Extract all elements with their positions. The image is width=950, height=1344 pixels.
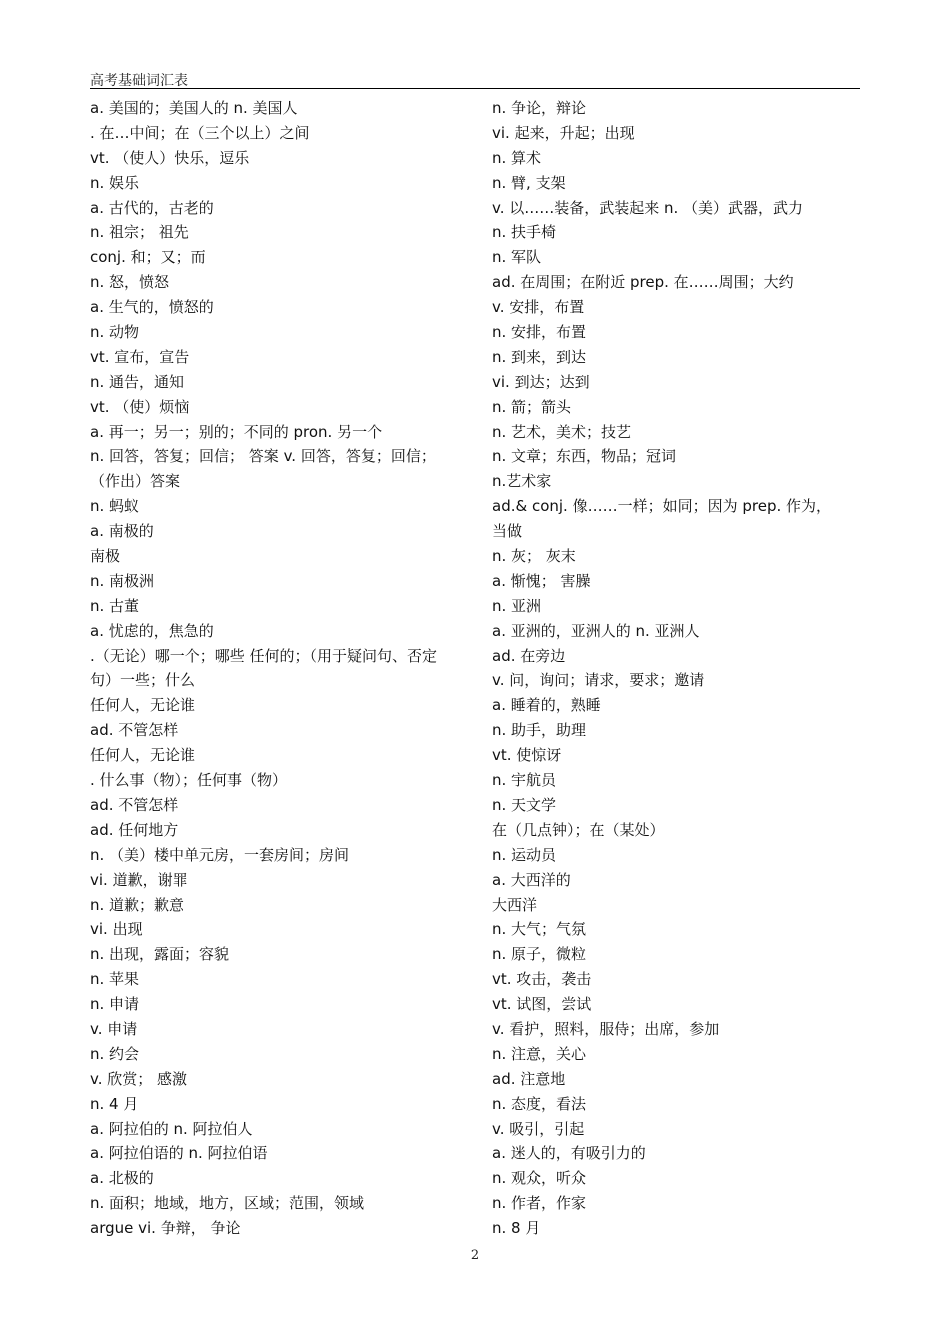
vocab-line: n. 申请 xyxy=(90,995,140,1014)
vocab-line: n. 动物 xyxy=(90,323,140,342)
vocab-line: ad. 注意地 xyxy=(492,1069,566,1088)
vocab-line: .（无论）哪一个；哪些 任何的；（用于疑问句、否定 xyxy=(90,646,438,665)
left-column xyxy=(90,96,470,1241)
page-number: 2 xyxy=(470,1248,480,1263)
vocab-line: a. 睡着的，熟睡 xyxy=(492,696,601,715)
vocab-line: v. 安排，布置 xyxy=(492,298,585,317)
vocab-line: n. 宇航员 xyxy=(492,771,557,790)
vocab-line: n. 怒，愤怒 xyxy=(90,273,170,292)
vocab-line: ad. 在旁边 xyxy=(492,646,566,665)
vocab-line: n. 4 月 xyxy=(90,1094,139,1113)
vocab-line: vi. 出现 xyxy=(90,920,143,939)
vocab-line: n. 通告，通知 xyxy=(90,372,185,391)
vocab-line: n. 军队 xyxy=(492,248,542,267)
vocab-line: a. 生气的，愤怒的 xyxy=(90,298,214,317)
vocab-line: ad. 任何地方 xyxy=(90,820,179,839)
vocab-line: v. 看护，照料，服侍；出席，参加 xyxy=(492,1019,720,1038)
vocab-line: n. 8 月 xyxy=(492,1219,541,1238)
vocab-line: n. 南极洲 xyxy=(90,571,155,590)
vocab-line: 句）一些；什么 xyxy=(90,671,196,690)
vocab-line: a. 古代的，古老的 xyxy=(90,198,214,217)
vocab-line: 大西洋 xyxy=(492,895,538,914)
vocab-line: n. 天文学 xyxy=(492,795,557,814)
vocab-line: n.艺术家 xyxy=(492,472,552,491)
vocab-line: ad. 在周围；在附近 prep. 在……周围；大约 xyxy=(492,273,794,292)
vocab-line: a. 惭愧； 害臊 xyxy=(492,571,591,590)
vocab-line: n. 道歉；歉意 xyxy=(90,895,185,914)
vocab-line: n. 约会 xyxy=(90,1044,140,1063)
vocab-line: v. 吸引，引起 xyxy=(492,1119,585,1138)
vocab-line: a. 亚洲的，亚洲人的 n. 亚洲人 xyxy=(492,621,700,640)
vocab-line: n. 苹果 xyxy=(90,970,140,989)
vocab-line: n. 原子，微粒 xyxy=(492,945,587,964)
vocab-line: n. 助手，助理 xyxy=(492,721,587,740)
vocab-line: n. 注意，关心 xyxy=(492,1044,587,1063)
vocab-line: n. 算术 xyxy=(492,148,542,167)
vocab-line: n. 到来，到达 xyxy=(492,347,587,366)
vocab-line: v. 问，询问；请求，要求；邀请 xyxy=(492,671,705,690)
vocab-line: a. 南极的 xyxy=(90,522,154,541)
vocab-line: a. 阿拉伯的 n. 阿拉伯人 xyxy=(90,1119,253,1138)
vocab-line: vi. 起来，升起；出现 xyxy=(492,123,635,142)
vocab-line: a. 再一；另一；别的；不同的 pron. 另一个 xyxy=(90,422,383,441)
vocab-line: v. 以……装备，武装起来 n. （美）武器，武力 xyxy=(492,198,804,217)
vocab-line: a. 迷人的，有吸引力的 xyxy=(492,1144,646,1163)
vocab-line: n. 面积；地域，地方，区域；范围，领域 xyxy=(90,1194,365,1213)
vocab-line: a. 北极的 xyxy=(90,1169,154,1188)
vocab-line: vt. （使人）快乐，逗乐 xyxy=(90,148,250,167)
vocab-line: ad. 不管怎样 xyxy=(90,721,179,740)
vocab-line: vt. （使）烦恼 xyxy=(90,397,190,416)
vocab-line: n. 争论，辩论 xyxy=(492,99,587,117)
right-column xyxy=(492,96,872,1241)
vocab-line: n. 回答，答复；回信； 答案 v. 回答，答复；回信； xyxy=(90,447,436,466)
vocab-line: 当做 xyxy=(492,522,523,541)
vocab-line: n. 亚洲 xyxy=(492,596,542,615)
vocab-line: argue vi. 争辩， 争论 xyxy=(90,1219,241,1238)
vocab-line: vt. 攻击，袭击 xyxy=(492,970,592,989)
vocab-line: ad. 不管怎样 xyxy=(90,795,179,814)
vocab-line: 在（几点钟）；在（某处） xyxy=(492,820,665,839)
vocab-line: n. 灰； 灰末 xyxy=(492,547,576,566)
vocab-line: 任何人，无论谁 xyxy=(90,746,196,765)
vocab-line: . 什么事（物）；任何事（物） xyxy=(90,771,288,790)
vocab-line: a. 忧虑的，焦急的 xyxy=(90,621,214,640)
vocab-line: vi. 到达；达到 xyxy=(492,372,590,391)
vocab-line: v. 申请 xyxy=(90,1019,138,1038)
vocab-line: n. 文章；东西，物品；冠词 xyxy=(492,447,677,466)
vocab-line: n. 作者，作家 xyxy=(492,1194,587,1213)
vocab-line: n. 观众，听众 xyxy=(492,1169,587,1188)
vocab-line: 任何人，无论谁 xyxy=(90,696,196,715)
vocab-line: n. 祖宗； 祖先 xyxy=(90,223,189,242)
vocab-line: a. 阿拉伯语的 n. 阿拉伯语 xyxy=(90,1144,268,1163)
header-rule xyxy=(90,88,860,89)
vocab-line: n. 运动员 xyxy=(492,845,557,864)
vocab-line: n. （美）楼中单元房，一套房间；房间 xyxy=(90,845,350,864)
vocab-line: n. 出现，露面；容貌 xyxy=(90,945,230,964)
vocab-line: n. 臂, 支架 xyxy=(492,173,566,192)
vocab-line: n. 扶手椅 xyxy=(492,223,557,242)
vocab-line: （作出）答案 xyxy=(90,472,181,491)
vocab-line: n. 蚂蚁 xyxy=(90,497,140,516)
vocab-line: n. 态度，看法 xyxy=(492,1094,587,1113)
vocab-line: n. 安排，布置 xyxy=(492,323,587,342)
vocab-line: 南极 xyxy=(90,547,121,566)
vocab-line: a. 大西洋的 xyxy=(492,870,571,889)
vocab-line: conj. 和；又；而 xyxy=(90,248,206,267)
vocab-line: vt. 使惊讶 xyxy=(492,746,562,765)
vocab-line: a. 美国的；美国人的 n. 美国人 xyxy=(90,99,298,117)
vocab-line: v. 欣赏； 感激 xyxy=(90,1069,188,1088)
page-header-title: 高考基础词汇表 xyxy=(90,73,188,89)
vocab-line: n. 大气；气氛 xyxy=(492,920,587,939)
vocab-line: n. 古董 xyxy=(90,596,140,615)
vocab-line: n. 艺术，美术；技艺 xyxy=(492,422,632,441)
vocab-line: vi. 道歉，谢罪 xyxy=(90,870,188,889)
vocab-line: n. 箭；箭头 xyxy=(492,397,572,416)
vocab-line: vt. 宣布，宣告 xyxy=(90,347,190,366)
vocab-line: vt. 试图，尝试 xyxy=(492,995,592,1014)
vocab-line: n. 娱乐 xyxy=(90,173,140,192)
vocab-line: ad.& conj. 像……一样；如同；因为 prep. 作为， xyxy=(492,497,831,516)
vocab-line: . 在…中间；在（三个以上）之间 xyxy=(90,123,310,142)
